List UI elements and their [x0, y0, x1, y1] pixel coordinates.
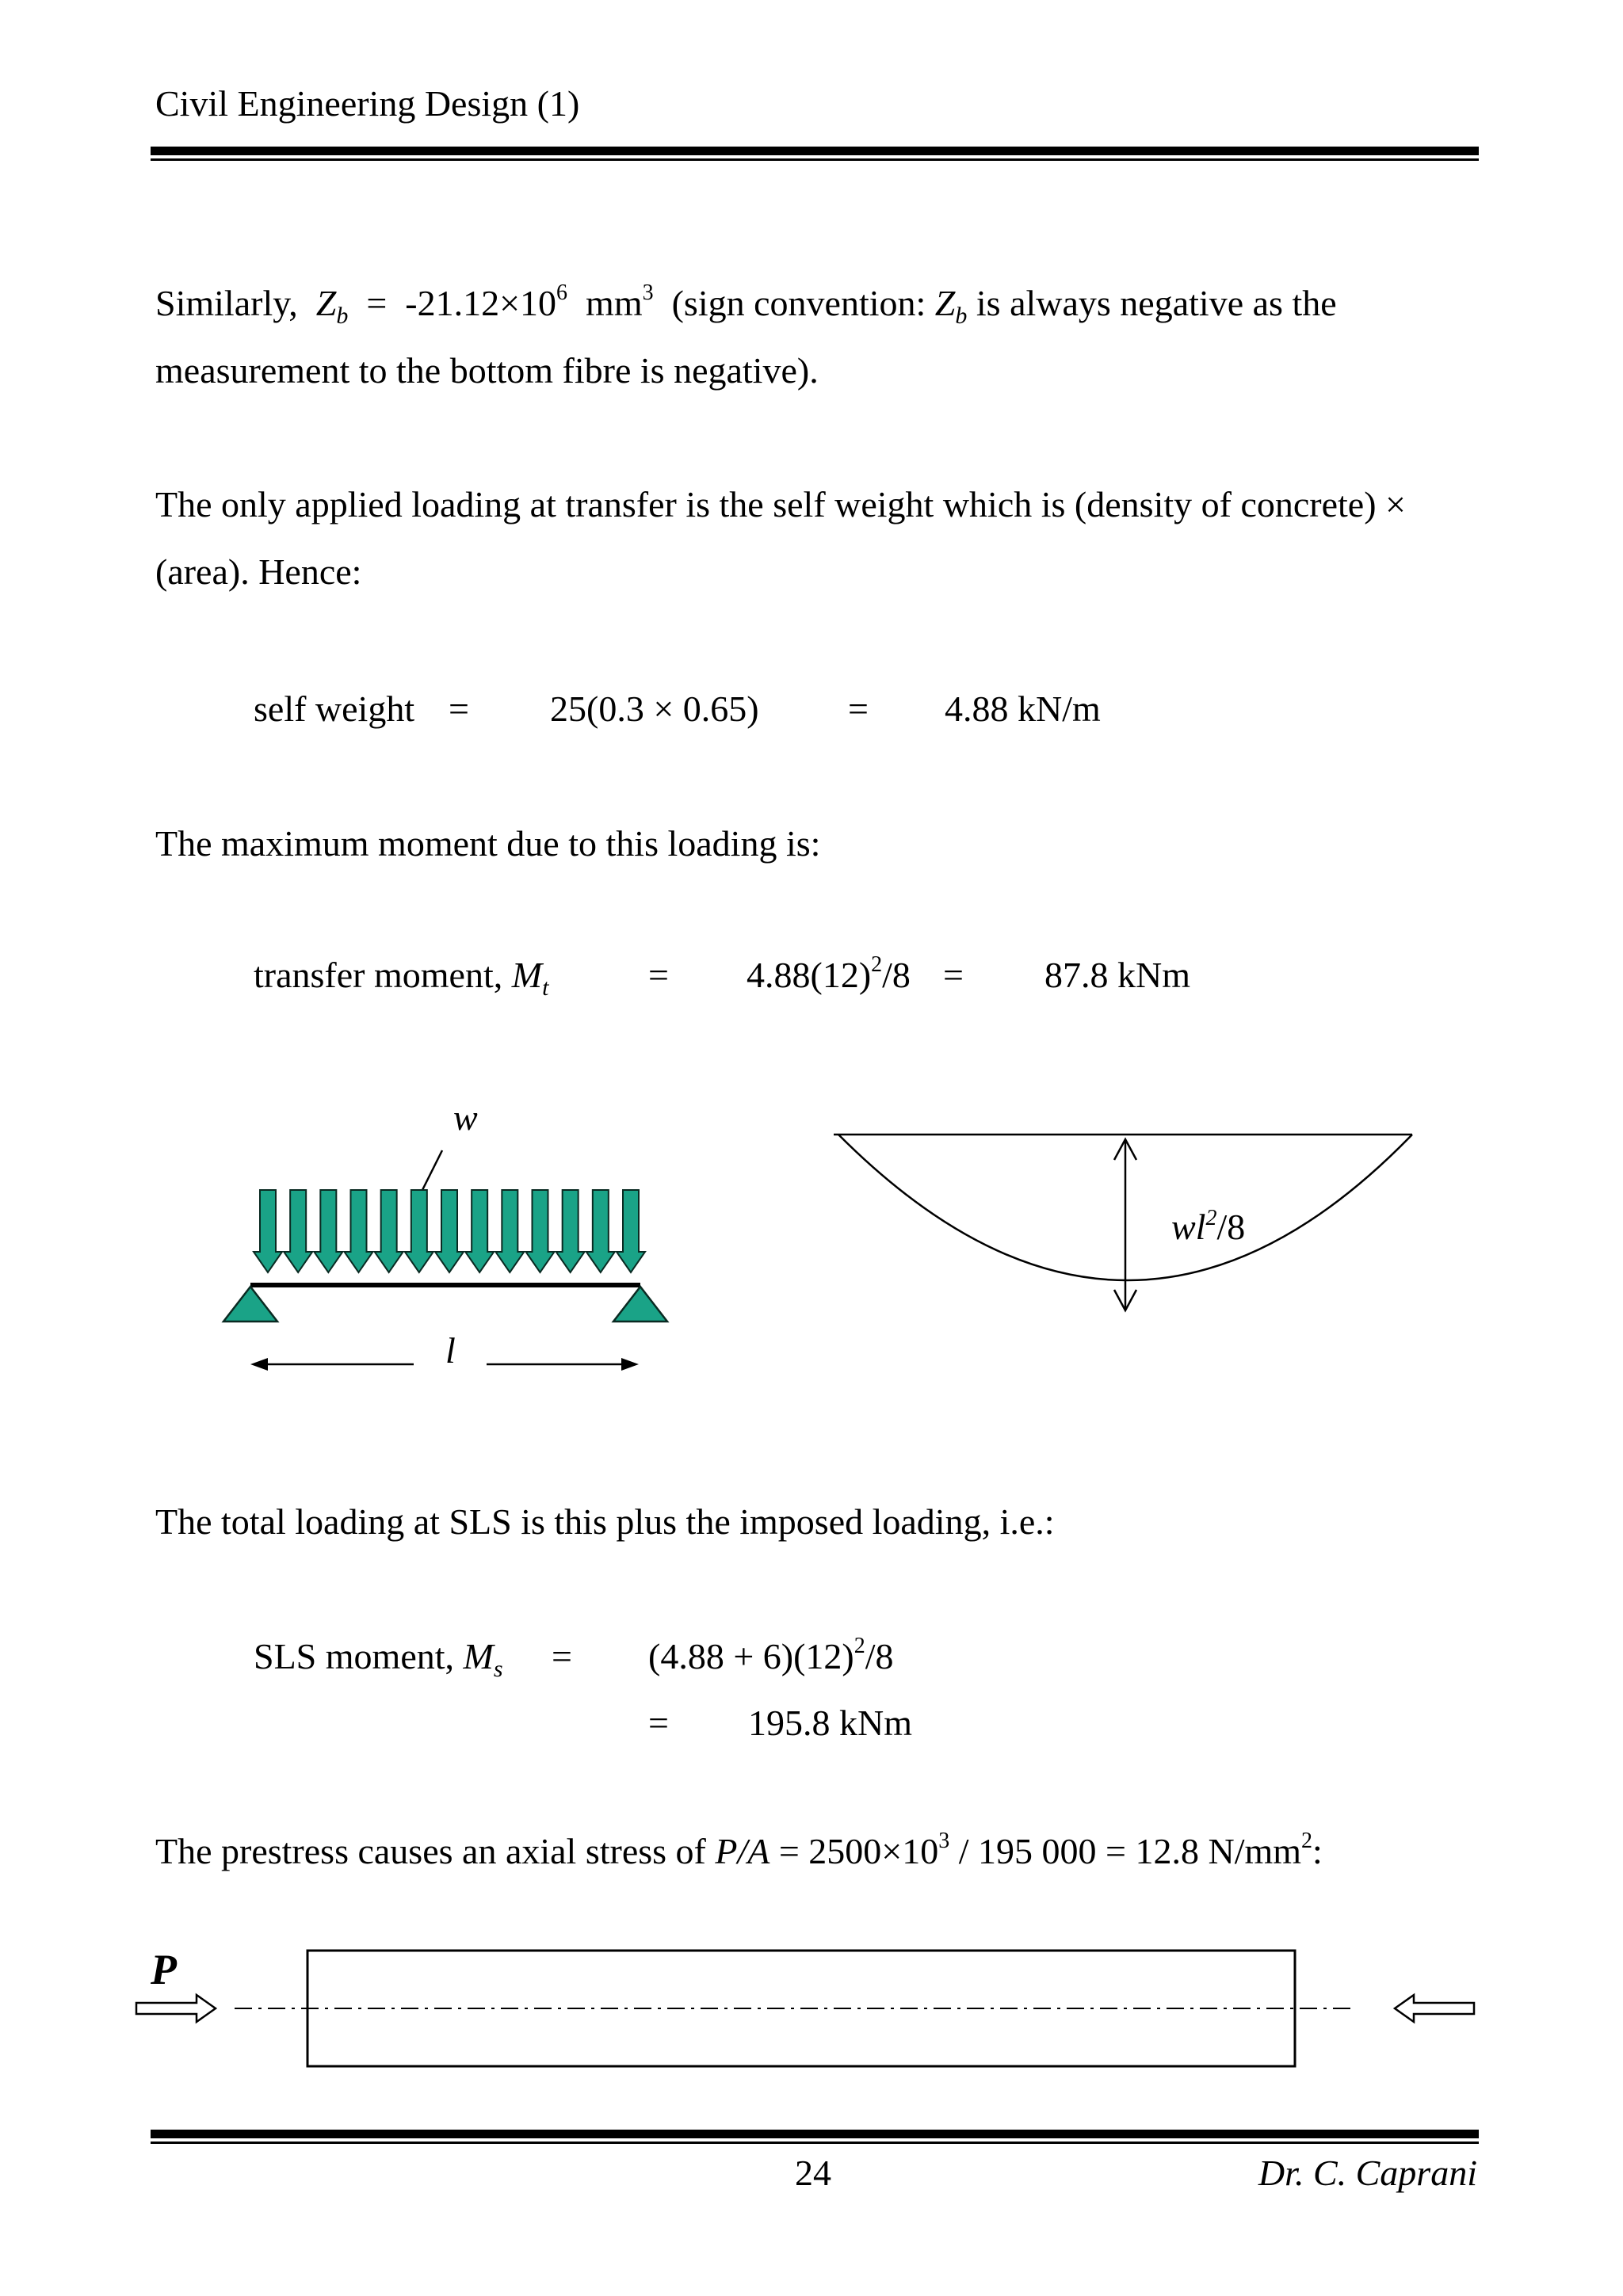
prestress-arrow-right-icon [1395, 1995, 1474, 2022]
paragraph-max-moment: The maximum moment due to this loading is: [155, 823, 821, 864]
prestress-arrow-left-icon [136, 1995, 216, 2022]
moment-label: $wl^2/8$ [1171, 1206, 1246, 1247]
footer-rule-thick [151, 2130, 1479, 2138]
page-author: Dr. C. Caprani [1258, 2153, 1477, 2193]
footer-rule-thin [151, 2142, 1479, 2144]
paragraph-sls-intro: The total loading at SLS is this plus the imposed loading, i.e.: [155, 1501, 1055, 1542]
page-number: 24 [795, 2153, 831, 2193]
page-header-title: Civil Engineering Design (1) [155, 83, 580, 124]
paragraph-prestress-axial: The prestress causes an axial stress of $P/A = 2500\times 10^3 / 195$ 000 = 12.8 $N/mm^2$: [155, 1829, 1323, 1871]
load-label-w: w [453, 1097, 478, 1138]
paragraph-section-modulus: Similarly, $Z_b = -21.12\times 10^6$ $mm^3$ (sign convention: $Z_b$ is always negative as the measurement to the bottom fibre is negative). [155, 280, 1337, 391]
prestress-label-p: P [151, 1946, 177, 1993]
span-label-l: l [445, 1330, 456, 1371]
paragraph-self-weight-intro: The only applied loading at transfer is the self weight which is (density of concrete) × (area). Hence: [155, 484, 1406, 592]
